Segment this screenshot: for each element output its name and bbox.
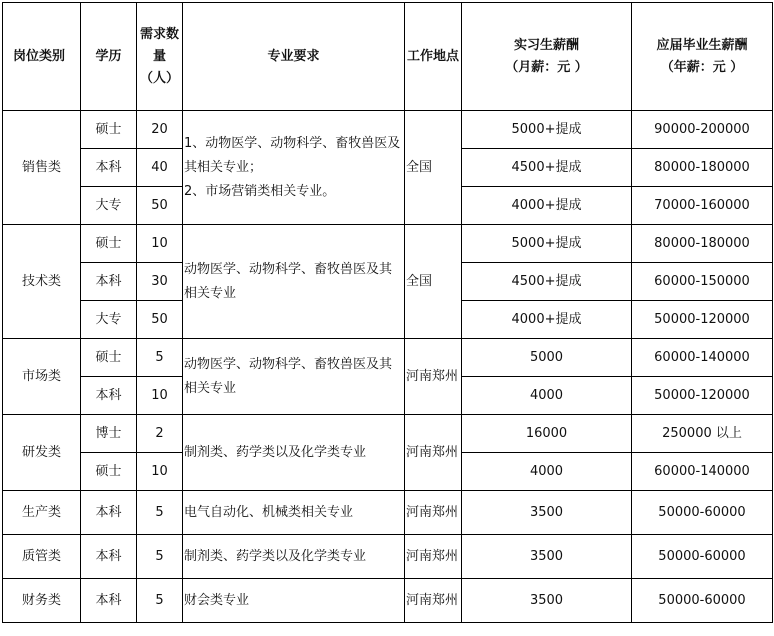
- major-cell: [183, 111, 405, 225]
- intern-pay-cell: 16000: [462, 415, 632, 453]
- major-cell: [183, 225, 405, 339]
- intern-pay-cell: 4000+提成: [462, 301, 632, 339]
- count-cell: 10: [137, 453, 183, 491]
- table-row: [3, 535, 773, 579]
- location-cell: 河南郑州: [405, 415, 462, 491]
- education-cell: 硕士: [81, 111, 137, 149]
- table-row: [3, 339, 773, 377]
- header-headcount-line1: 需求数: [139, 26, 179, 42]
- education-cell: 硕士: [81, 453, 137, 491]
- major-cell: [183, 579, 405, 623]
- count-cell: 10: [137, 377, 183, 415]
- grad-pay-cell: 50000-120000: [632, 377, 773, 415]
- location-cell: 河南郑州: [405, 535, 462, 579]
- grad-pay-cell: 60000-150000: [632, 263, 773, 301]
- intern-pay-cell: 4500+提成: [462, 149, 632, 187]
- count-cell: 50: [137, 301, 183, 339]
- count-cell: 5: [137, 491, 183, 535]
- major-cell: [183, 535, 405, 579]
- category-cell: 生产类: [3, 491, 81, 535]
- category-cell: 技术类: [3, 225, 81, 339]
- table-row: [3, 491, 773, 535]
- grad-pay-cell: 90000-200000: [632, 111, 773, 149]
- table-row: [3, 225, 773, 263]
- grad-pay-cell: 50000-60000: [632, 535, 773, 579]
- header-row: [3, 3, 773, 111]
- count-cell: 30: [137, 263, 183, 301]
- location-cell: 全国: [405, 225, 462, 339]
- header-intern-pay-line2: （月薪：元 ）: [505, 59, 588, 75]
- intern-pay-cell: 5000+提成: [462, 111, 632, 149]
- category-cell: 研发类: [3, 415, 81, 491]
- education-cell: 硕士: [81, 225, 137, 263]
- intern-pay-cell: 3500: [462, 579, 632, 623]
- header-intern-pay-line1: 实习生薪酬: [513, 37, 579, 53]
- category-cell: 市场类: [3, 339, 81, 415]
- education-cell: 硕士: [81, 339, 137, 377]
- grad-pay-cell: 80000-180000: [632, 225, 773, 263]
- education-cell: 本科: [81, 149, 137, 187]
- header-education: 学历: [81, 3, 137, 111]
- education-cell: 本科: [81, 263, 137, 301]
- major-line: 电气自动化、机械类相关专业: [184, 504, 354, 520]
- header-major: 专业要求: [183, 3, 405, 111]
- count-cell: 50: [137, 187, 183, 225]
- category-cell: 销售类: [3, 111, 81, 225]
- header-headcount-line3: （人）: [139, 70, 179, 86]
- grad-pay-cell: 50000-60000: [632, 491, 773, 535]
- grad-pay-cell: 70000-160000: [632, 187, 773, 225]
- header-grad-pay: [632, 3, 773, 111]
- major-line: 动物医学、动物科学、畜牧兽医及其: [184, 261, 393, 277]
- education-cell: 大专: [81, 301, 137, 339]
- count-cell: 40: [137, 149, 183, 187]
- header-grad-pay-line2: （年薪：元 ）: [660, 59, 744, 75]
- grad-pay-cell: 60000-140000: [632, 339, 773, 377]
- major-cell: [183, 339, 405, 415]
- major-cell: [183, 415, 405, 491]
- grad-pay-cell: 50000-60000: [632, 579, 773, 623]
- major-line: 财会类专业: [184, 592, 250, 608]
- education-cell: 本科: [81, 535, 137, 579]
- intern-pay-cell: 4000: [462, 377, 632, 415]
- header-headcount-line2: 量: [152, 48, 166, 64]
- education-cell: 本科: [81, 579, 137, 623]
- major-line: 制剂类、药学类以及化学类专业: [184, 444, 367, 460]
- major-line: 制剂类、药学类以及化学类专业: [184, 548, 367, 564]
- education-cell: 大专: [81, 187, 137, 225]
- location-cell: 河南郑州: [405, 339, 462, 415]
- intern-pay-cell: 4000: [462, 453, 632, 491]
- count-cell: 2: [137, 415, 183, 453]
- intern-pay-cell: 3500: [462, 535, 632, 579]
- header-grad-pay-line1: 应届毕业生薪酬: [656, 37, 748, 53]
- location-cell: 河南郑州: [405, 579, 462, 623]
- header-intern-pay: [462, 3, 632, 111]
- major-line: 2、市场营销类相关专业。: [184, 183, 336, 199]
- major-line: 相关专业: [184, 380, 237, 396]
- grad-pay-cell: 60000-140000: [632, 453, 773, 491]
- table-row: [3, 579, 773, 623]
- count-cell: 20: [137, 111, 183, 149]
- education-cell: 博士: [81, 415, 137, 453]
- grad-pay-cell: 50000-120000: [632, 301, 773, 339]
- education-cell: 本科: [81, 377, 137, 415]
- major-line: 其相关专业；: [184, 159, 263, 175]
- major-line: 动物医学、动物科学、畜牧兽医及其: [184, 356, 393, 372]
- education-cell: 本科: [81, 491, 137, 535]
- table-row: [3, 415, 773, 453]
- intern-pay-cell: 5000+提成: [462, 225, 632, 263]
- intern-pay-cell: 3500: [462, 491, 632, 535]
- intern-pay-cell: 4000+提成: [462, 187, 632, 225]
- table-row: [3, 111, 773, 149]
- major-line: 相关专业: [184, 285, 237, 301]
- major-line: 1、动物医学、动物科学、畜牧兽医及: [184, 135, 401, 151]
- count-cell: 10: [137, 225, 183, 263]
- intern-pay-cell: 4500+提成: [462, 263, 632, 301]
- grad-pay-cell: 80000-180000: [632, 149, 773, 187]
- major-cell: [183, 491, 405, 535]
- category-cell: 财务类: [3, 579, 81, 623]
- header-category: 岗位类别: [3, 3, 81, 111]
- location-cell: 全国: [405, 111, 462, 225]
- recruitment-table: [2, 2, 773, 623]
- grad-pay-cell: 250000 以上: [632, 415, 773, 453]
- category-cell: 质管类: [3, 535, 81, 579]
- header-location: 工作地点: [405, 3, 462, 111]
- count-cell: 5: [137, 579, 183, 623]
- count-cell: 5: [137, 339, 183, 377]
- header-headcount: [137, 3, 183, 111]
- location-cell: 河南郑州: [405, 491, 462, 535]
- intern-pay-cell: 5000: [462, 339, 632, 377]
- count-cell: 5: [137, 535, 183, 579]
